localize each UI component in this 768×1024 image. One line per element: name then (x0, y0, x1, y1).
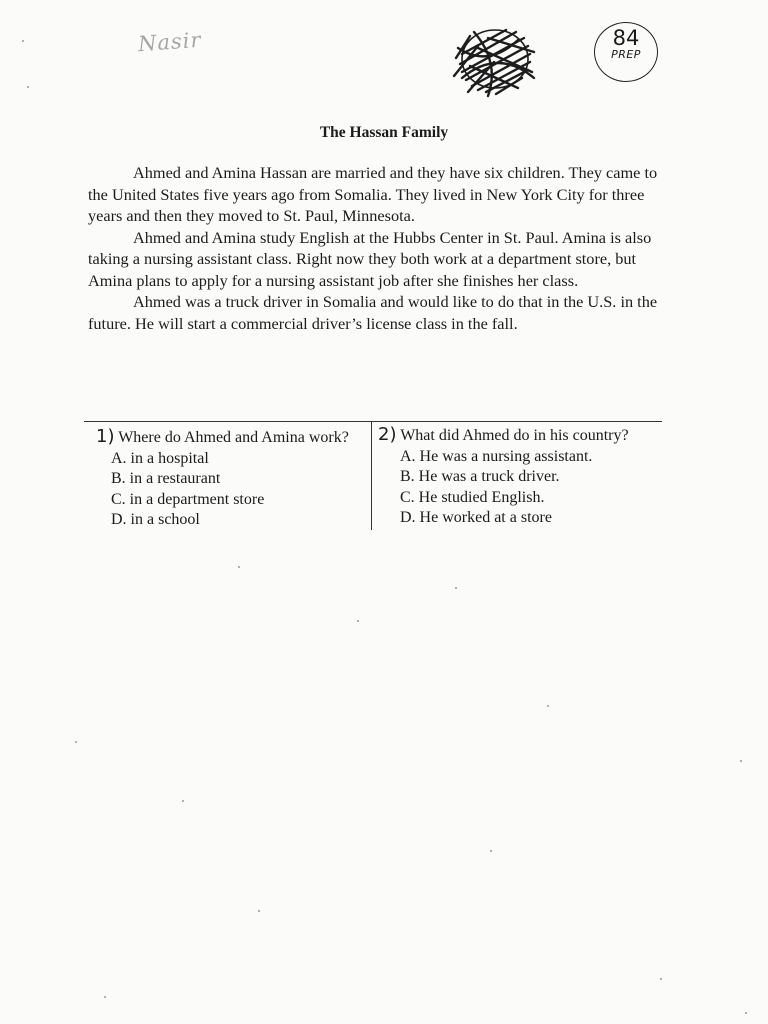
score-label: PREP (611, 48, 641, 61)
story-paragraph: Ahmed was a truck driver in Somalia and would like to do that in the U.S. in the future. He will start a commercial driver’s license class in the fall. (88, 292, 658, 333)
scan-speck (75, 741, 77, 743)
scan-speck (660, 978, 662, 980)
scan-speck (745, 1012, 747, 1014)
scan-speck (258, 910, 260, 912)
score-circle (594, 22, 658, 82)
scan-speck (740, 760, 742, 762)
scan-speck (182, 800, 184, 802)
question-2-prompt (378, 425, 668, 447)
questions-column-divider (371, 422, 372, 530)
question-1-prompt (96, 427, 370, 449)
scan-speck (547, 705, 549, 707)
answer-option: B. He was a truck driver. (400, 468, 560, 485)
story-title: The Hassan Family (319, 124, 449, 141)
score-value: 84 (612, 26, 640, 50)
answer-option: D. He worked at a store (400, 509, 552, 526)
scan-speck (455, 587, 457, 589)
answer-option: D. in a school (111, 511, 200, 528)
question-2-options (378, 447, 668, 529)
answer-option: A. He was a nursing assistant. (400, 447, 593, 465)
scan-speck (27, 86, 29, 88)
question-number: 2) (378, 424, 397, 445)
story-paragraph: Ahmed and Amina study English at the Hubbs Center in St. Paul. Amina is also taking a nursing assistant class. Right now they both work at a department store, but Amina plans to apply for a nursing assistant job after she finishes her class. (88, 227, 652, 290)
question-1 (96, 427, 370, 531)
scan-speck (104, 996, 106, 998)
question-text: Where do Ahmed and Amina work? (118, 429, 349, 446)
story-text (88, 162, 668, 334)
answer-option: B. in a restaurant (111, 470, 221, 487)
question-text: What did Ahmed do in his country? (400, 427, 629, 444)
scan-speck (238, 566, 240, 568)
question-2 (378, 425, 668, 529)
scribbled-out-mark (448, 18, 540, 100)
story-paragraph: Ahmed and Amina Hassan are married and they have six children. They came to the United States five years ago from Somalia. They lived in New York City for three years and then they moved to St. Paul, Minnesota. (88, 163, 658, 225)
scan-speck (490, 850, 492, 852)
scan-speck (22, 40, 24, 42)
answer-option: C. in a department store (111, 490, 265, 508)
answer-option: C. He studied English. (400, 488, 545, 506)
answer-option: A. in a hospital (111, 449, 209, 467)
question-1-options (96, 449, 370, 531)
question-number: 1) (96, 426, 115, 447)
handwritten-student-name: Nasir (137, 27, 203, 57)
scan-speck (357, 620, 359, 622)
questions-top-rule (84, 421, 662, 422)
